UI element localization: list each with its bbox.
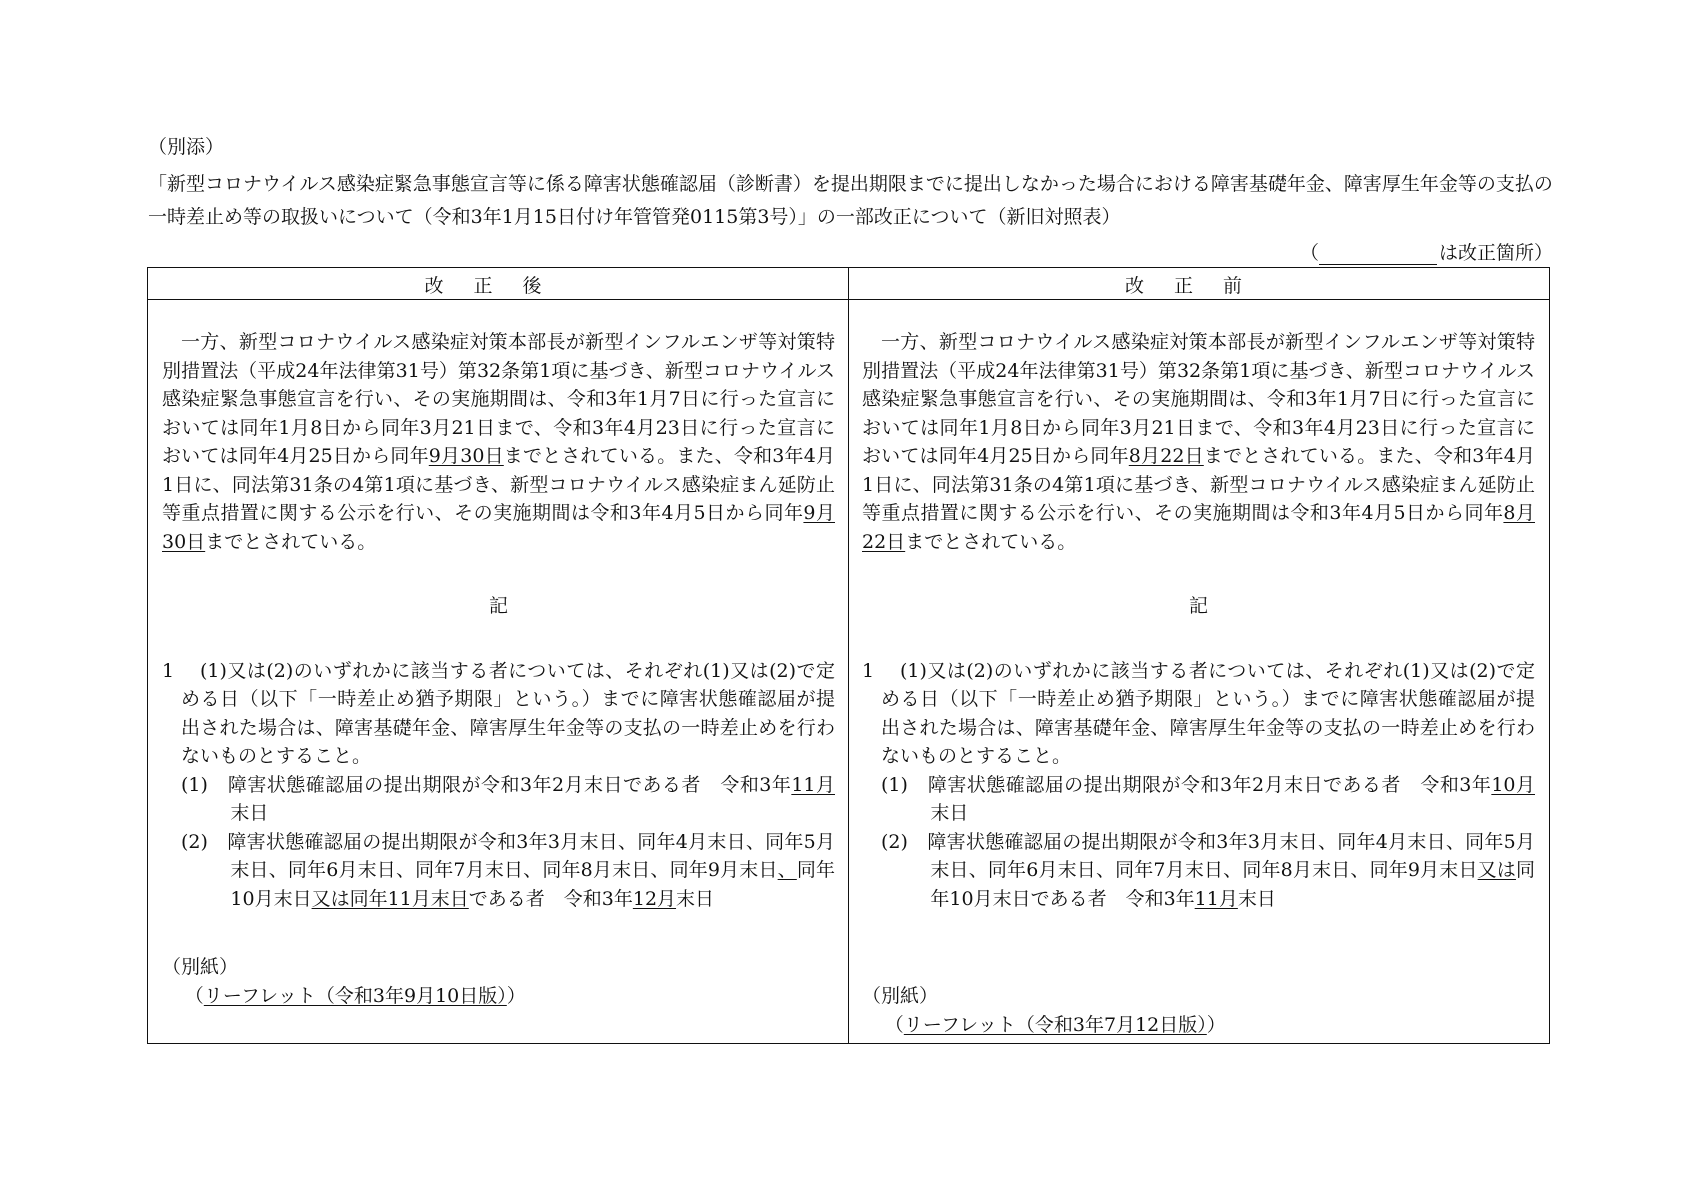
text: 末日	[230, 802, 269, 824]
text: 一方、新型コロナウイルス感染症対策本部長が新型インフルエンザ等対策特別措置法（平成24年法律第31号）第32条第1項に基づき、新型コロナウイルス感染症緊急事態宣言を行い、その実施期間は、令和3年1月7日に行った宣言においては同年1月8日から同年3月21日まで、令和3年4月23日に行った宣言においては同年4月25日から同年	[862, 331, 1535, 467]
item-number: 1	[862, 659, 875, 682]
text: (2) 障害状態確認届の提出期限が令和3年3月末日、同年4月末日、同年5月末日、同年6月末日、同年7月末日、同年8月末日、同年9月末日	[881, 830, 1535, 881]
revised-text: 12月	[632, 887, 677, 910]
text: ）	[1206, 1013, 1226, 1036]
document-title: 「新型コロナウイルス感染症緊急事態宣言等に係る障害状態確認届（診断書）を提出期限までに提出しなかった場合における障害基礎年金、障害厚生年金等の支払の一時差止め等の取扱いについて（令和3年1月15日付け年管管発0115第3号）」の一部改正について（新旧対照表）	[148, 173, 1553, 228]
spacer	[162, 913, 835, 953]
revised-text: 8月22日	[862, 502, 1535, 553]
column-header-before: 改正前	[1124, 275, 1272, 297]
legend-open: （	[1299, 242, 1319, 264]
text: ）	[506, 984, 526, 1007]
revised-text: 9月30日	[428, 445, 504, 467]
ki-heading: 記	[1188, 595, 1208, 617]
text: までとされている。	[205, 530, 377, 553]
text: 同年10月末日	[230, 859, 835, 910]
text: 末日	[1237, 887, 1276, 910]
revised-text: 又は同年11月末日	[311, 887, 469, 910]
revised-text: 8月22日	[1128, 445, 1204, 467]
sub-item-1	[881, 771, 1535, 828]
ki-heading: 記	[488, 595, 508, 617]
item-1	[162, 657, 835, 771]
text: 末日	[930, 802, 969, 824]
sub-item-2	[881, 828, 1535, 914]
item-text: (1)又は(2)のいずれかに該当する者については、それぞれ(1)又は(2)で定める日（以下「一時差止め猶予期限」という。）までに障害状態確認届が提出された場合は、障害基礎年金、障害厚生年金等の支払の一時差止めを行わないものとすること。	[881, 659, 1535, 767]
column-header-after: 改正後	[424, 275, 572, 297]
revised-text: 9月30日	[162, 502, 835, 553]
legend-text: は改正箇所）	[1438, 242, 1553, 264]
text: （	[884, 1013, 904, 1036]
paragraph-intro	[862, 328, 1535, 556]
text: 同年10月末日である者 令和3年	[930, 859, 1535, 910]
page-label: （別添）	[148, 136, 225, 158]
revised-text: 11月	[1194, 887, 1238, 910]
revised-text: リーフレット（令和3年9月10日版）	[203, 984, 507, 1007]
column-divider	[848, 268, 849, 1043]
leaflet-reference	[162, 982, 835, 1011]
item-1	[862, 657, 1535, 771]
column-before	[862, 328, 1535, 1039]
revised-text: リーフレット（令和3年7月12日版）	[903, 1013, 1207, 1036]
attachment-label: （別紙）	[862, 985, 939, 1007]
item-text: (1)又は(2)のいずれかに該当する者については、それぞれ(1)又は(2)で定める日（以下「一時差止め猶予期限」という。）までに障害状態確認届が提出された場合は、障害基礎年金、障害厚生年金等の支払の一時差止めを行わないものとすること。	[181, 659, 835, 767]
text: 一方、新型コロナウイルス感染症対策本部長が新型インフルエンザ等対策特別措置法（平成24年法律第31号）第32条第1項に基づき、新型コロナウイルス感染症緊急事態宣言を行い、その実施期間は、令和3年1月7日に行った宣言においては同年1月8日から同年3月21日まで、令和3年4月23日に行った宣言においては同年4月25日から同年	[162, 331, 835, 467]
text: までとされている。また、令和3年4月1日に、同法第31条の4第1項に基づき、新型コロナウイルス感染症まん延防止等重点措置に関する公示を行い、その実施期間は令和3年4月5日から同年	[162, 445, 835, 524]
text: (2) 障害状態確認届の提出期限が令和3年3月末日、同年4月末日、同年5月末日、同年6月末日、同年7月末日、同年8月末日、同年9月末日	[181, 830, 835, 881]
column-after	[162, 328, 835, 1010]
sub-item-1	[181, 771, 835, 828]
revised-text: 、	[777, 859, 797, 881]
header-rule	[148, 299, 1549, 300]
text: までとされている。	[905, 530, 1077, 553]
paragraph-intro	[162, 328, 835, 556]
revised-text: 10月	[1491, 773, 1535, 796]
text: までとされている。また、令和3年4月1日に、同法第31条の4第1項に基づき、新型コロナウイルス感染症まん延防止等重点措置に関する公示を行い、その実施期間は令和3年4月5日から同年	[862, 445, 1535, 524]
leaflet-reference	[862, 1011, 1535, 1040]
comparison-table	[147, 267, 1550, 1044]
attachment-label: （別紙）	[162, 956, 239, 978]
text: (1) 障害状態確認届の提出期限が令和3年2月末日である者 令和3年	[181, 773, 792, 796]
sub-item-2	[181, 828, 835, 914]
text: である者 令和3年	[468, 887, 633, 910]
revised-text: 11月	[791, 773, 835, 796]
text: (1) 障害状態確認届の提出期限が令和3年2月末日である者 令和3年	[881, 773, 1492, 796]
revision-legend	[1300, 238, 1553, 265]
text: （	[184, 984, 204, 1007]
item-number: 1	[162, 659, 175, 682]
revised-text: 又は	[1477, 859, 1516, 881]
legend-underline-sample	[1319, 246, 1437, 265]
text: 末日	[676, 887, 715, 910]
spacer	[862, 913, 1535, 982]
